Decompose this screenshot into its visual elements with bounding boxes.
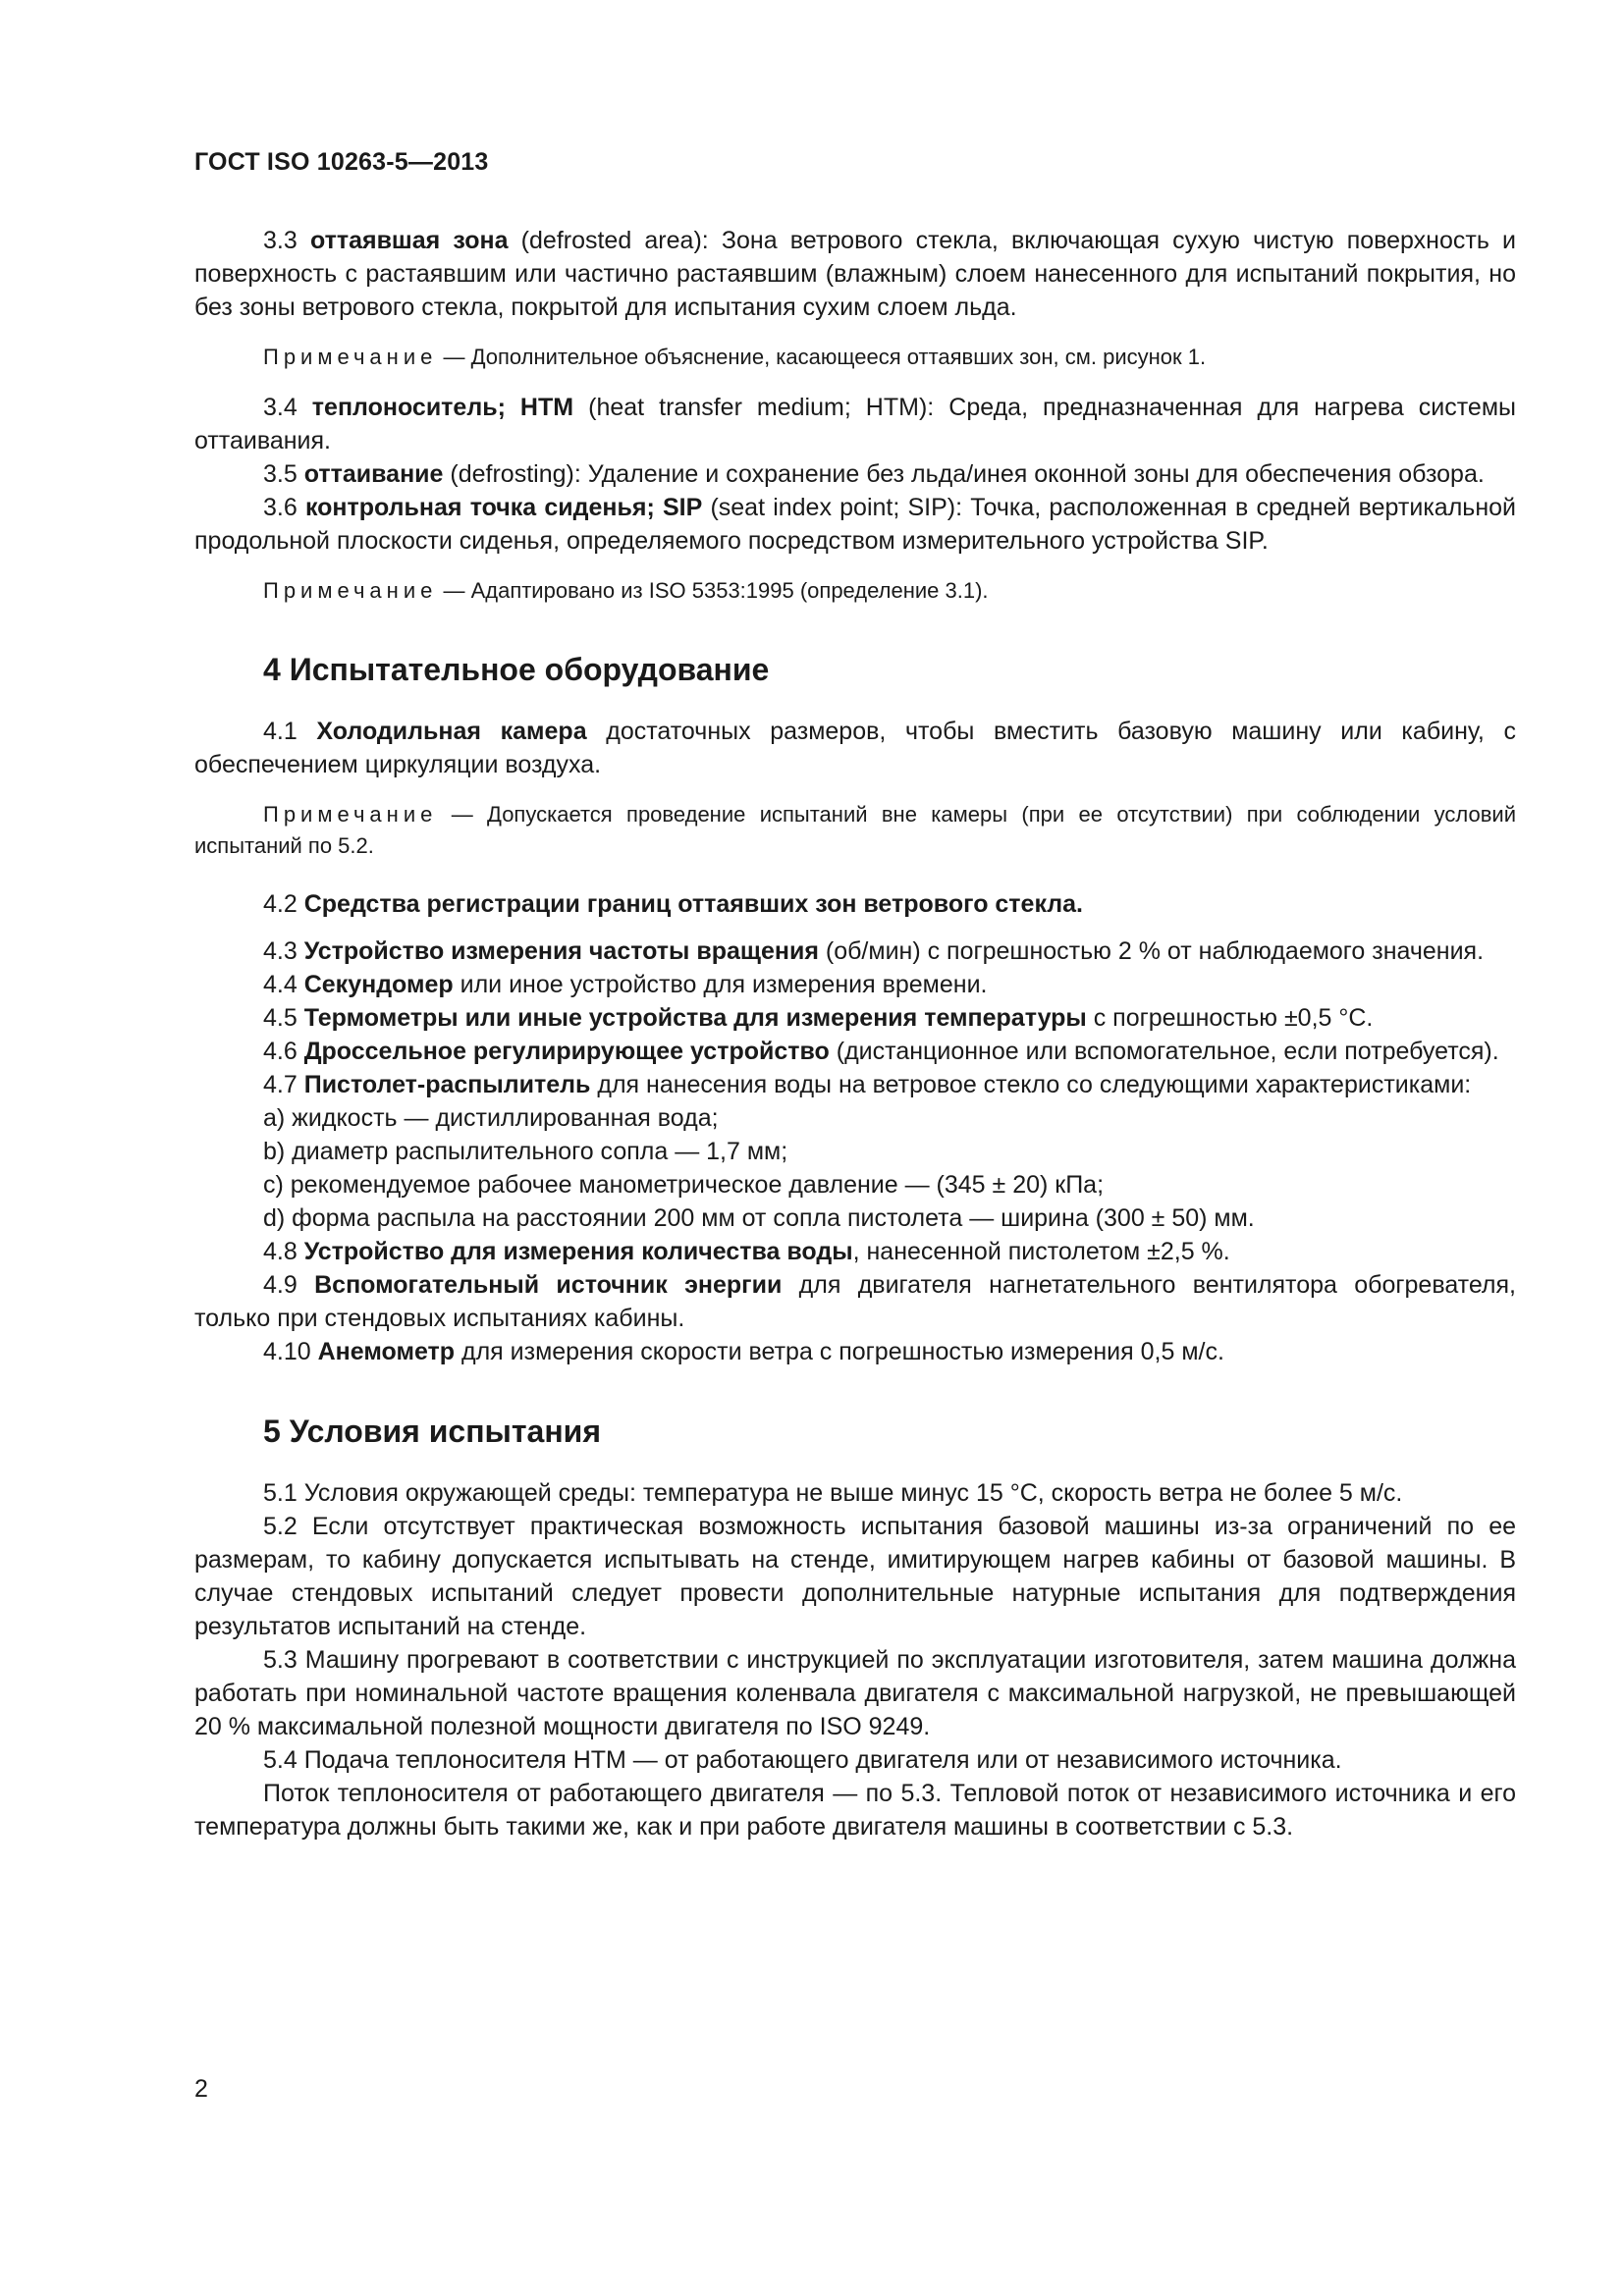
clause-5-4: 5.4 Подача теплоносителя НТМ — от работающего двигателя или от независимого источника. bbox=[263, 1746, 1342, 1774]
term: Термометры или иные устройства для измерения температуры bbox=[303, 1004, 1087, 1032]
document-header: ГОСТ ISO 10263-5—2013 bbox=[194, 148, 489, 176]
clause-4-1 bbox=[194, 715, 1516, 781]
clause-number: 4.4 bbox=[263, 971, 298, 998]
clause-text: , нанесенной пистолетом ±2,5 %. bbox=[852, 1238, 1230, 1265]
clause-number: 3.6 bbox=[263, 494, 298, 521]
note-label: Примечание bbox=[263, 345, 438, 369]
section-4-heading: 4 Испытательное оборудование bbox=[263, 652, 770, 687]
clause-4-8 bbox=[194, 1235, 1516, 1268]
clause-3-3 bbox=[194, 224, 1516, 324]
clause-4-5 bbox=[194, 1001, 1516, 1035]
note-text: — Адаптировано из ISO 5353:1995 (определение 3.1). bbox=[437, 578, 989, 603]
list-item-d: d) форма распыла на расстоянии 200 мм от сопла пистолета — ширина (300 ± 50) мм. bbox=[263, 1204, 1255, 1232]
clause-text: для двигателя нагнетательного вентилятора обогревателя, только при стендовых испытаниях кабины. bbox=[194, 1271, 1516, 1332]
note-text: — Допускается проведение испытаний вне камеры (при ее отсутствии) при соблюдении условий испытаний по 5.2. bbox=[194, 802, 1516, 858]
clause-number: 4.10 bbox=[263, 1338, 311, 1365]
note-label: Примечание bbox=[263, 802, 438, 827]
clause-text: (об/мин) с погрешностью 2 % от наблюдаемого значения. bbox=[818, 937, 1485, 965]
note-iso-5353 bbox=[194, 575, 1516, 607]
clause-4-3 bbox=[194, 934, 1516, 968]
clause-4-9 bbox=[194, 1268, 1516, 1335]
clause-number: 4.1 bbox=[263, 718, 298, 745]
clause-text: для нанесения воды на ветровое стекло со следующими характеристиками: bbox=[590, 1071, 1472, 1098]
clause-5-1: 5.1 Условия окружающей среды: температура не выше минус 15 °С, скорость ветра не более 5 м/с. bbox=[263, 1479, 1403, 1507]
term: Холодильная камера bbox=[316, 718, 587, 745]
clause-5-3: 5.3 Машину прогревают в соответствии с инструкцией по эксплуатации изготовителя, затем машина должна работать при номинальной частоте вращения коленвала двигателя с максимальной нагрузкой, не превышающей 20 % максимальной полезной мощности двигателя по ISO 9249. bbox=[194, 1646, 1516, 1740]
note-outside-chamber bbox=[194, 799, 1516, 862]
clause-5-4-continued: Поток теплоносителя от работающего двигателя — по 5.3. Тепловой поток от независимого источника и его температура должны быть такими же, как и при работе двигателя машины в соответствии с 5.3. bbox=[194, 1780, 1516, 1841]
term: Устройство для измерения количества воды bbox=[303, 1238, 853, 1265]
note-label: Примечание bbox=[263, 578, 438, 603]
term: Средства регистрации границ оттаявших зон ветрового стекла. bbox=[303, 890, 1084, 918]
clause-4-4 bbox=[194, 968, 1516, 1001]
clause-text: (defrosted area): Зона ветрового стекла, включающая сухую чистую поверхность и поверхность с растаявшим или частично растаявшим (влажным) слоем нанесенного для испытаний покрытия, но без зоны ветрового стекла, покрытой для испытания сухим слоем льда. bbox=[194, 227, 1516, 321]
clause-number: 3.5 bbox=[263, 460, 298, 488]
clause-text: (дистанционное или вспомогательное, если потребуется). bbox=[829, 1038, 1499, 1065]
clause-text: (defrosting): Удаление и сохранение без льда/инея оконной зоны для обеспечения обзора. bbox=[443, 460, 1485, 488]
clause-number: 3.4 bbox=[263, 394, 298, 421]
page-number: 2 bbox=[194, 2075, 208, 2103]
clause-text: с погрешностью ±0,5 °С. bbox=[1086, 1004, 1374, 1032]
list-item-c: c) рекомендуемое рабочее манометрическое давление — (345 ± 20) кПа; bbox=[263, 1171, 1105, 1199]
term: Анемометр bbox=[317, 1338, 456, 1365]
note-defrosted-areas bbox=[194, 342, 1516, 373]
note-text: — Дополнительное объяснение, касающееся оттаявших зон, см. рисунок 1. bbox=[437, 345, 1207, 369]
term: оттаявшая зона bbox=[309, 227, 509, 254]
clause-4-2 bbox=[194, 887, 1516, 921]
term: контрольная точка сиденья; SIP bbox=[304, 494, 703, 521]
clause-number: 4.6 bbox=[263, 1038, 298, 1065]
clause-number: 4.5 bbox=[263, 1004, 298, 1032]
clause-4-6 bbox=[194, 1035, 1516, 1068]
term: Устройство измерения частоты вращения bbox=[303, 937, 819, 965]
clause-text: (seat index point; SIP): Точка, расположенная в средней вертикальной продольной плоскости сиденья, определяемого посредством измерительного устройства SIP. bbox=[194, 494, 1516, 555]
clause-4-10 bbox=[194, 1335, 1516, 1368]
term: Вспомогательный источник энергии bbox=[314, 1271, 783, 1299]
page-content bbox=[194, 224, 1516, 1843]
term: оттаивание bbox=[303, 460, 444, 488]
clause-number: 4.2 bbox=[263, 890, 298, 918]
list-item-a: a) жидкость — дистиллированная вода; bbox=[263, 1104, 719, 1132]
clause-text: для измерения скорости ветра с погрешностью измерения 0,5 м/с. bbox=[455, 1338, 1224, 1365]
term: Пистолет-распылитель bbox=[303, 1071, 591, 1098]
term: теплоноситель; НТМ bbox=[311, 394, 574, 421]
clause-number: 4.3 bbox=[263, 937, 298, 965]
clause-number: 4.8 bbox=[263, 1238, 298, 1265]
term: Секундомер bbox=[303, 971, 454, 998]
clause-3-6 bbox=[194, 491, 1516, 558]
clause-4-7 bbox=[194, 1068, 1516, 1101]
term: Дроссельное регулирирующее устройство bbox=[303, 1038, 830, 1065]
clause-5-2: 5.2 Если отсутствует практическая возможность испытания базовой машины из-за ограничений по ее размерам, то кабину допускается испытывать на стенде, имитирующем нагрев кабины от базовой машины. В случае стендовых испытаний следует провести дополнительные натурные испытания для подтверждения результатов испытаний на стенде. bbox=[194, 1513, 1516, 1640]
list-item-b: b) диаметр распылительного сопла — 1,7 мм; bbox=[263, 1138, 788, 1165]
clause-number: 4.9 bbox=[263, 1271, 298, 1299]
section-5-heading: 5 Условия испытания bbox=[263, 1414, 601, 1449]
clause-number: 3.3 bbox=[263, 227, 298, 254]
clause-text: (heat transfer medium; НТМ): Среда, предназначенная для нагрева системы оттаивания. bbox=[194, 394, 1516, 454]
clause-text: достаточных размеров, чтобы вместить базовую машину или кабину, с обеспечением циркуляции воздуха. bbox=[194, 718, 1516, 778]
clause-3-5 bbox=[194, 457, 1516, 491]
clause-text: или иное устройство для измерения времени. bbox=[453, 971, 988, 998]
clause-3-4 bbox=[194, 391, 1516, 457]
clause-number: 4.7 bbox=[263, 1071, 298, 1098]
